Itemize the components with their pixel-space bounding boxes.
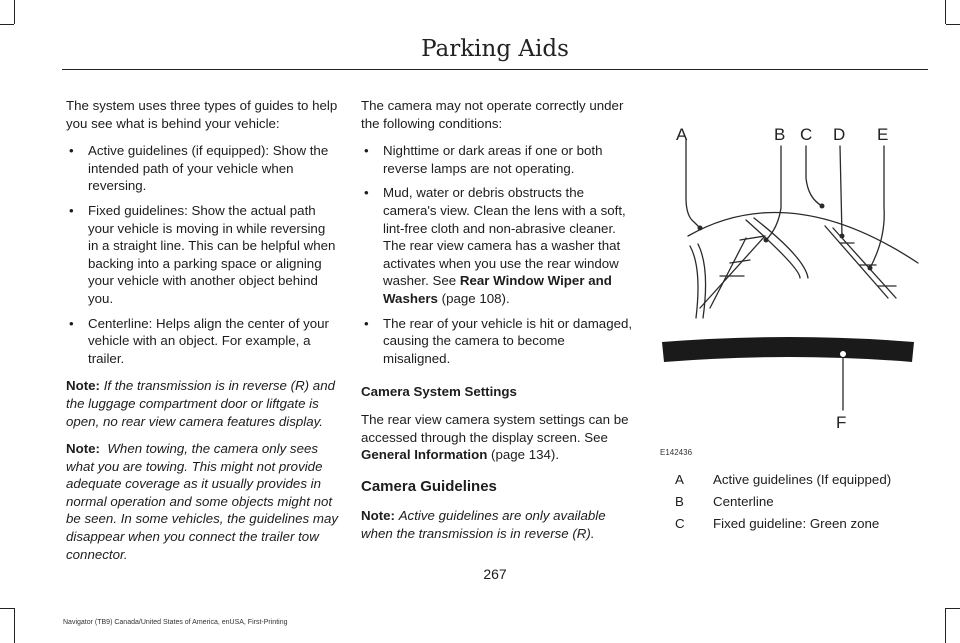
legend-key: A — [675, 472, 684, 487]
note-paragraph — [66, 440, 338, 563]
intro-paragraph: The system uses three types of guides to help you see what is behind your vehicle: — [66, 98, 338, 131]
note-text: Active guidelines are only available when the transmission is in reverse (R). — [361, 508, 606, 541]
figure-label-f: F — [836, 413, 847, 432]
leader-a — [686, 140, 700, 228]
guidelines-heading: Camera Guidelines — [361, 477, 497, 495]
list-item: • Fixed guidelines: Show the actual path your vehicle is moving in while reversing in a straight line. This can be helpful when backing into a parking space or aligning your vehicle with another object behind you. — [66, 202, 338, 308]
legend-value: Active guidelines (If equipped) — [713, 472, 892, 487]
active-guideline-left — [690, 246, 698, 318]
figure-label-c: C — [800, 125, 813, 144]
leader-d — [840, 146, 842, 236]
page-title: Parking Aids — [421, 36, 569, 62]
header-rule — [62, 69, 928, 70]
legend-key: C — [675, 516, 685, 531]
bumper — [662, 337, 914, 362]
legend-value: Fixed guideline: Green zone — [713, 516, 880, 531]
list-item: • The rear of your vehicle is hit or damaged, causing the camera to become misaligned. — [361, 315, 633, 368]
crop-mark — [14, 0, 15, 24]
crop-mark — [0, 608, 14, 609]
figure-label-b: B — [774, 125, 786, 144]
crop-mark — [946, 24, 960, 25]
general-info-link[interactable]: General Information — [361, 447, 488, 463]
camera-guidelines-figure — [650, 118, 920, 463]
note-label: Note: — [66, 441, 100, 457]
legend-value: Centerline — [713, 494, 774, 509]
note-paragraph — [66, 377, 338, 430]
list-item: • Nighttime or dark areas if one or both reverse lamps are not operating. — [361, 142, 633, 177]
list-item: • Mud, water or debris obstructs the camera's view. Clean the lens with a soft, lint-free cloth and non-abrasive cleaner. The rear view camera has a washer that activates when you use the rear window washer. See Rear Window Wiper and Washers (page 108). — [361, 184, 633, 307]
middle-column — [361, 97, 633, 552]
conditions-list — [361, 142, 633, 367]
settings-paragraph: The rear view camera system settings can be accessed through the display screen. See General Information (page 134). — [361, 411, 629, 463]
footer-text: Navigator (TB9) Canada/United States of America, enUSA, First-Printing — [63, 619, 288, 626]
note-text: If the transmission is in reverse (R) and the luggage compartment door or liftgate is open, no rear view camera features display. — [66, 378, 335, 429]
leader-b — [766, 146, 781, 240]
crop-mark — [0, 24, 14, 25]
note-paragraph — [361, 507, 633, 542]
leader-e — [870, 146, 884, 268]
legend-key: B — [675, 494, 684, 509]
leader-c — [806, 146, 822, 206]
note-label: Note: — [361, 508, 395, 524]
figure-label-a: A — [676, 125, 688, 144]
fixed-guideline-right — [825, 226, 888, 298]
list-item: • Active guidelines (if equipped): Show the intended path of your vehicle when reversing. — [66, 142, 338, 195]
crop-mark — [945, 0, 946, 24]
figure-label-d: D — [833, 125, 846, 144]
intro-paragraph: The camera may not operate correctly under the following conditions: — [361, 98, 624, 131]
fixed-guideline-left — [700, 236, 765, 308]
left-column — [66, 97, 338, 573]
figure-label-e: E — [877, 125, 889, 144]
list-item: • Centerline: Helps align the center of your vehicle with an object. For example, a trailer. — [66, 315, 338, 368]
settings-heading: Camera System Settings — [361, 384, 517, 400]
crop-mark — [946, 608, 960, 609]
figure-code: E142436 — [660, 448, 693, 457]
guide-types-list — [66, 142, 338, 367]
rear-wiper-link[interactable]: Rear Window Wiper and Washers — [383, 273, 612, 306]
crop-mark — [14, 608, 15, 643]
note-label: Note: — [66, 378, 100, 394]
crop-mark — [945, 608, 946, 643]
page-number: 267 — [483, 566, 507, 582]
note-text: When towing, the camera only sees what you are towing. This might not provide adequate coverage as it usually provides in normal operation and some objects might not be seen. In some vehicles, the guidelines may disappear when you connect the trailer tow connector. — [66, 441, 339, 562]
